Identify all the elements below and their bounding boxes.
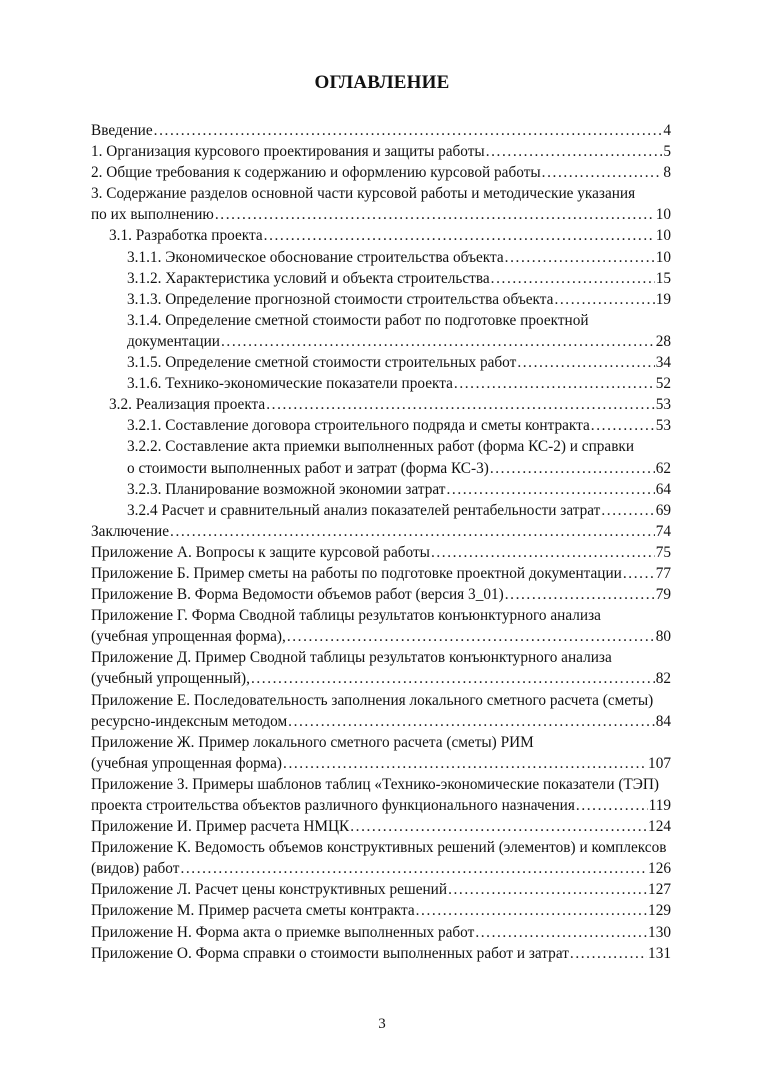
- page-title: ОГЛАВЛЕНИЕ: [314, 72, 450, 93]
- dot-leader: [554, 289, 654, 310]
- toc-entry-title: 3.1.4. Определение сметной стоимости работ по подготовке проектной: [127, 311, 589, 329]
- toc-entry-title: Приложение Л. Расчет цены конструктивных решений: [91, 881, 448, 899]
- dot-leader: [350, 816, 647, 837]
- dot-leader: [490, 458, 655, 479]
- toc-entry-title: 3. Содержание разделов основной части курсовой работы и методические указания: [91, 185, 636, 203]
- toc-entry-title: (учебная упрощенная форма),: [91, 628, 286, 646]
- toc-entry-title: Приложение В. Форма Ведомости объемов работ (версия 3_01): [91, 586, 504, 604]
- toc-entry: [91, 373, 671, 394]
- toc-entry: [91, 268, 671, 289]
- toc-page-number: 28: [655, 332, 671, 350]
- toc-entry: [91, 816, 671, 837]
- toc-page-number: 127: [648, 881, 671, 899]
- toc-entry: [91, 837, 671, 858]
- toc-page-number: 74: [655, 522, 671, 540]
- toc-entry: [91, 415, 671, 436]
- toc-entry-title: по их выполнению: [91, 206, 214, 224]
- dot-leader: [416, 900, 647, 921]
- toc-page-number: 130: [648, 923, 671, 941]
- toc-entry-title: ресурсно-индексным методом: [91, 712, 288, 730]
- toc-page-number: 124: [648, 818, 671, 836]
- toc-page-number: 52: [655, 375, 671, 393]
- toc-entry: [91, 141, 671, 162]
- toc-page-number: 8: [663, 164, 671, 182]
- dot-leader: [288, 711, 655, 732]
- toc-entry-title: 3.2.2. Составление акта приемки выполненных работ (форма КС-2) и справки: [127, 438, 635, 456]
- toc-entry-title: Приложение А. Вопросы к защите курсовой работы: [91, 543, 430, 561]
- toc-entry-title: 3.1.5. Определение сметной стоимости строительных работ: [127, 354, 517, 372]
- toc-page-number: 53: [655, 396, 671, 414]
- toc-entry: [91, 521, 671, 542]
- toc-page-number: 84: [655, 712, 671, 730]
- toc-entry: [91, 943, 671, 964]
- toc-page-number: 75: [655, 543, 671, 561]
- toc-entry: [91, 711, 671, 732]
- dot-leader: [475, 922, 647, 943]
- toc-entry: [91, 289, 671, 310]
- toc-entry: [91, 479, 671, 500]
- toc-entry-title: Приложение К. Ведомость объемов конструктивных решений (элементов) и комплексов: [91, 839, 667, 857]
- toc-entry-title: (видов) работ: [91, 860, 180, 878]
- dot-leader: [570, 943, 647, 964]
- toc-page-number: 107: [648, 754, 671, 772]
- toc-page-number: 19: [655, 290, 671, 308]
- toc-page-number: 10: [655, 227, 671, 245]
- toc-entry-title: Приложение И. Пример расчета НМЦК: [91, 818, 350, 836]
- toc-entry: [91, 183, 671, 204]
- dot-leader: [251, 668, 655, 689]
- toc-entry-title: 3.1.1. Экономическое обоснование строительства объекта: [127, 248, 504, 266]
- toc-entry: [91, 436, 671, 457]
- toc-page-number: 64: [655, 480, 671, 498]
- toc-entry-title: Приложение Д. Пример Сводной таблицы результатов конъюнктурного анализа: [91, 649, 612, 667]
- dot-leader: [542, 162, 663, 183]
- toc-entry: [91, 162, 671, 183]
- toc-entry-title: 3.1.6. Технико-экономические показатели проекта: [127, 375, 453, 393]
- toc-entry-title: 3.1.3. Определение прогнозной стоимости строительства объекта: [127, 290, 554, 308]
- toc-page-number: 131: [648, 944, 671, 962]
- dot-leader: [180, 858, 647, 879]
- toc-entry-title: 3.2.3. Планирование возможной экономии затрат: [127, 480, 446, 498]
- toc-entry: [91, 331, 671, 352]
- toc-entry: [91, 204, 671, 225]
- toc-entry: [91, 458, 671, 479]
- toc-entry-title: Заключение: [91, 522, 170, 540]
- toc-entry: [91, 922, 671, 943]
- toc-entry: [91, 795, 671, 816]
- dot-leader: [623, 563, 655, 584]
- toc-entry: [91, 352, 671, 373]
- toc-entry: [91, 563, 671, 584]
- toc-entry: [91, 900, 671, 921]
- toc-entry-title: (учебная упрощенная форма): [91, 754, 283, 772]
- dot-leader: [264, 225, 655, 246]
- toc-page-number: 129: [648, 902, 671, 920]
- toc-entry: [91, 542, 671, 563]
- dot-leader: [448, 879, 647, 900]
- toc-entry-title: Приложение Н. Форма акта о приемке выполненных работ: [91, 923, 475, 941]
- dot-leader: [454, 373, 655, 394]
- toc-entry: [91, 647, 671, 668]
- toc-entry-title: Введение: [91, 122, 153, 139]
- dot-leader: [283, 753, 647, 774]
- toc-entry: [91, 247, 671, 268]
- dot-leader: [446, 479, 654, 500]
- dot-leader: [287, 626, 655, 647]
- toc-entry-title: документации: [127, 332, 220, 350]
- toc-entry: [91, 858, 671, 879]
- toc-page-number: 4: [663, 122, 671, 139]
- toc-entry-title: Приложение М. Пример расчета сметы контракта: [91, 902, 415, 920]
- dot-leader: [215, 204, 655, 225]
- dot-leader: [431, 542, 655, 563]
- toc-entry: [91, 690, 671, 711]
- toc-entry-title: 3.2.4 Расчет и сравнительный анализ показателей рентабельности затрат: [127, 501, 601, 519]
- toc-entry-title: 3.2.1. Составление договора строительного подряда и сметы контракта: [127, 417, 590, 435]
- toc-entry-title: проекта строительства объектов различного функционального назначения: [91, 797, 575, 814]
- toc-entry: [91, 584, 671, 605]
- toc-page-number: 62: [655, 459, 671, 477]
- page-number: 3: [378, 1016, 386, 1032]
- dot-leader: [170, 521, 655, 542]
- toc-page-number: 15: [655, 269, 671, 287]
- toc-entry: [91, 774, 671, 795]
- toc-entry-title: Приложение З. Примеры шаблонов таблиц «Технико-экономические показатели (ТЭП): [91, 775, 660, 793]
- toc-entry: [91, 626, 671, 647]
- dot-leader: [591, 415, 655, 436]
- toc-entry-title: Приложение Е. Последовательность заполнения локального сметного расчета (сметы): [91, 691, 654, 709]
- toc-entry-title: 3.1. Разработка проекта: [109, 227, 263, 245]
- toc-page-number: 10: [655, 248, 671, 266]
- toc-entry: [91, 225, 671, 246]
- toc-page-number: 80: [655, 628, 671, 646]
- toc-entry-title: Приложение Ж. Пример локального сметного расчета (сметы) РИМ: [91, 733, 534, 751]
- toc-entry: [91, 753, 671, 774]
- toc-entry: [91, 879, 671, 900]
- dot-leader: [221, 331, 655, 352]
- dot-leader: [491, 268, 655, 289]
- toc-entry-title: Приложение О. Форма справки о стоимости выполненных работ и затрат: [91, 944, 569, 962]
- toc-entry-title: (учебный упрощенный),: [91, 670, 250, 688]
- toc-entry: [91, 120, 671, 141]
- toc-entry-title: 3.2. Реализация проекта: [109, 396, 266, 414]
- toc-entry: [91, 668, 671, 689]
- toc-page-number: 79: [655, 586, 671, 604]
- toc-page-number: 53: [655, 417, 671, 435]
- dot-leader: [486, 141, 663, 162]
- dot-leader: [505, 584, 655, 605]
- toc-entry-title: о стоимости выполненных работ и затрат (форма КС-3): [127, 459, 489, 477]
- toc-entry: [91, 605, 671, 626]
- toc-page-number: 119: [648, 797, 671, 814]
- toc-page-number: 126: [648, 860, 671, 878]
- dot-leader: [505, 247, 655, 268]
- toc-page-number: 10: [655, 206, 671, 224]
- dot-leader: [154, 120, 663, 141]
- toc-page-number: 82: [655, 670, 671, 688]
- toc-page-number: 69: [655, 501, 671, 519]
- toc-page-number: 5: [663, 143, 671, 161]
- toc-entry: [91, 394, 671, 415]
- toc-entry-title: 1. Организация курсового проектирования и защиты работы: [91, 143, 485, 161]
- toc-page-number: 77: [655, 564, 671, 582]
- dot-leader: [266, 394, 654, 415]
- toc-entry-title: 3.1.2. Характеристика условий и объекта строительства: [127, 269, 490, 287]
- toc-page-number: 34: [655, 354, 671, 372]
- dot-leader: [517, 352, 654, 373]
- toc-entry: [91, 310, 671, 331]
- table-of-contents: [91, 120, 671, 964]
- toc-entry-title: Приложение Б. Пример сметы на работы по подготовке проектной документации: [91, 564, 622, 582]
- toc-entry-title: 2. Общие требования к содержанию и оформлению курсовой работы: [91, 164, 541, 182]
- dot-leader: [601, 500, 654, 521]
- dot-leader: [576, 795, 648, 816]
- toc-entry: [91, 732, 671, 753]
- toc-entry-title: Приложение Г. Форма Сводной таблицы результатов конъюнктурного анализа: [91, 607, 601, 625]
- toc-entry: [91, 500, 671, 521]
